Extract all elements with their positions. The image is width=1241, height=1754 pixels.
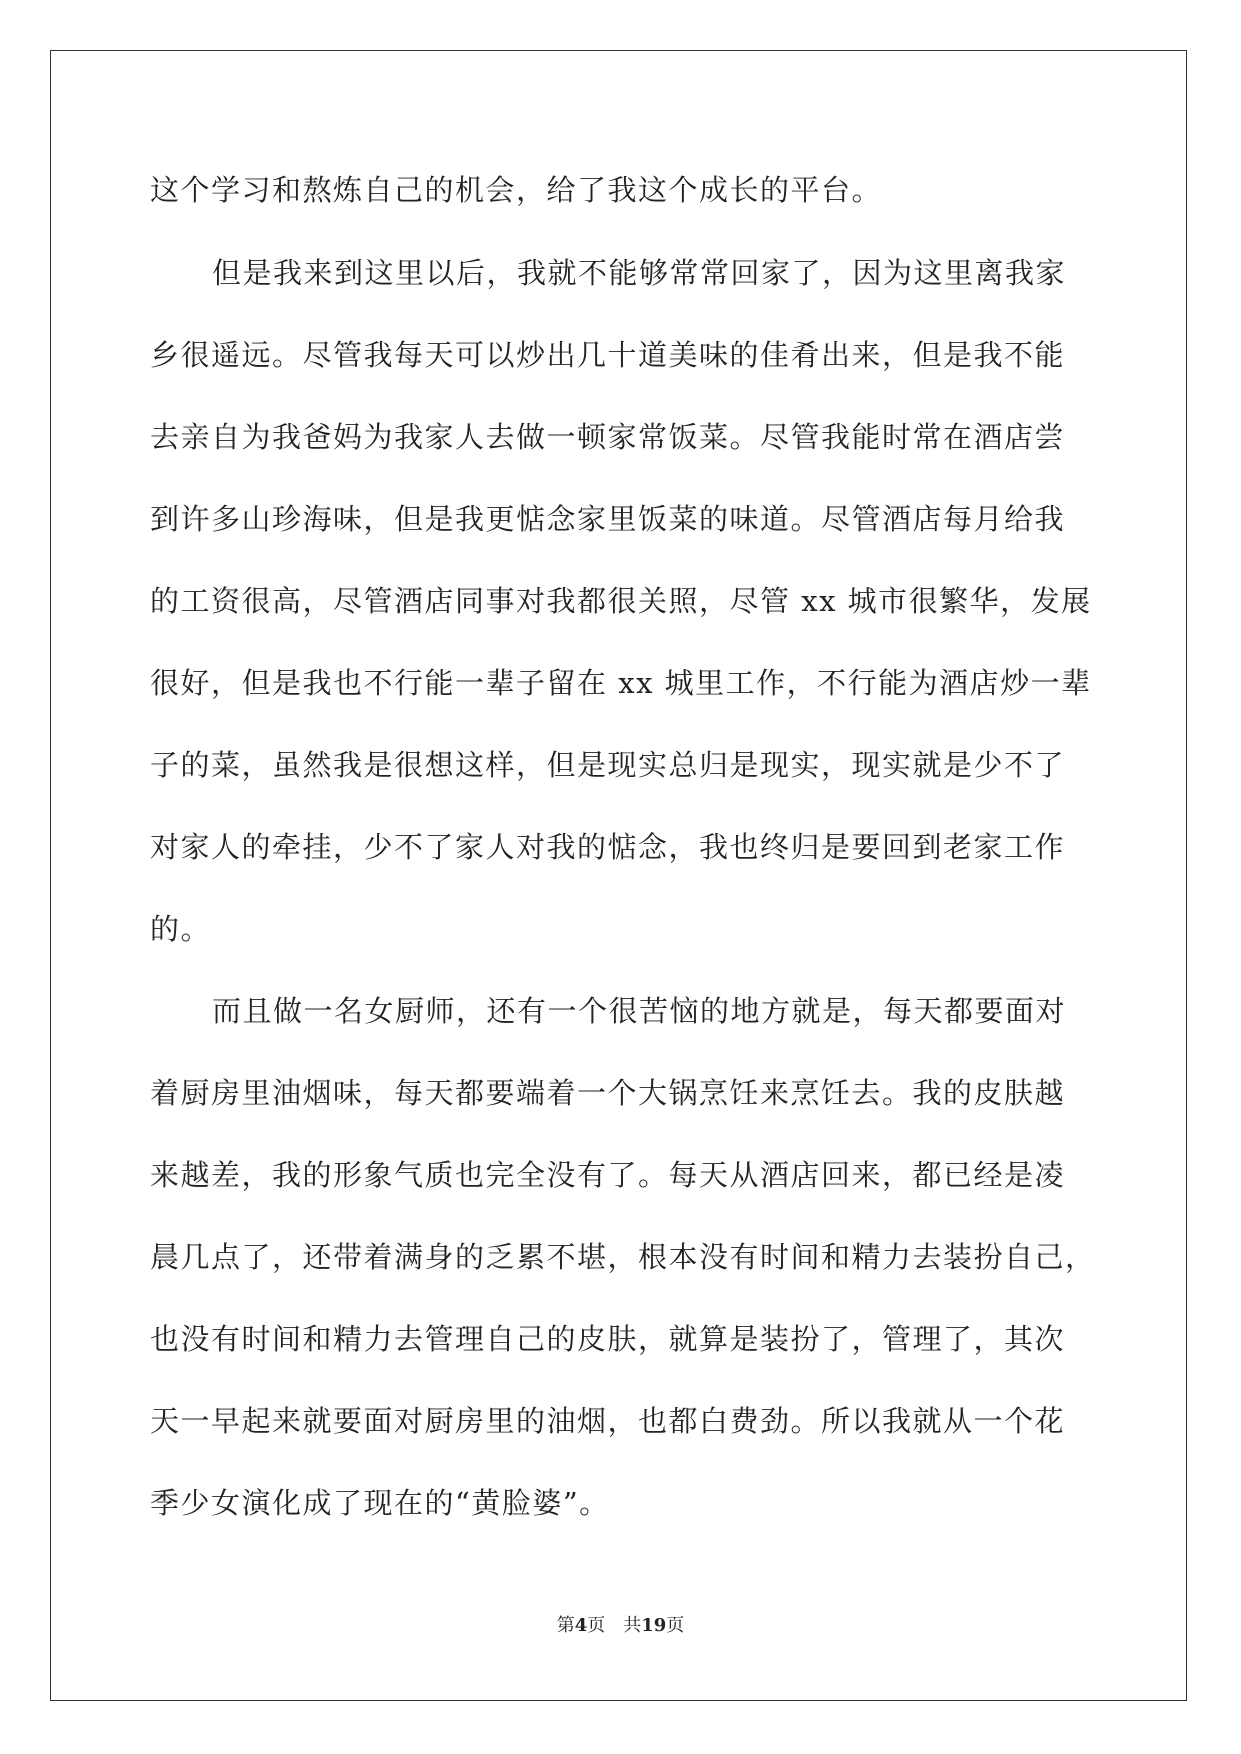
text-line: 季少女演化成了现在的“黄脸婆”。 — [150, 1486, 610, 1520]
text-line: 乡很遥远。尽管我每天可以炒出几十道美味的佳肴出来，但是我不能 — [150, 338, 1066, 372]
text-line: 去亲自为我爸妈为我家人去做一顿家常饭菜。尽管我能时常在酒店尝 — [150, 420, 1066, 454]
text-line: 来越差，我的形象气质也完全没有了。每天从酒店回来，都已经是凌 — [150, 1158, 1066, 1192]
page-prefix: 第 — [556, 1615, 575, 1636]
page-suffix: 页 — [587, 1615, 606, 1636]
page-border — [50, 50, 1187, 1701]
text-line: 晨几点了，还带着满身的乏累不堪，根本没有时间和精力去装扮自己， — [150, 1240, 1096, 1274]
text-line: 子的菜，虽然我是很想这样，但是现实总归是现实，现实就是少不了 — [150, 748, 1066, 782]
total-pages: 19 — [641, 1615, 667, 1636]
text-line: 但是我来到这里以后，我就不能够常常回家了，因为这里离我家 — [212, 256, 1067, 290]
text-line: 到许多山珍海味，但是我更惦念家里饭菜的味道。尽管酒店每月给我 — [150, 502, 1066, 536]
text-line: 的工资很高，尽管酒店同事对我都很关照，尽管 xx 城市很繁华，发展 — [150, 584, 1092, 618]
text-line: 也没有时间和精力去管理自己的皮肤，就算是装扮了，管理了，其次 — [150, 1322, 1066, 1356]
text-line: 对家人的牵挂，少不了家人对我的惦念，我也终归是要回到老家工作 — [150, 830, 1066, 864]
text-line: 着厨房里油烟味，每天都要端着一个大锅烹饪来烹饪去。我的皮肤越 — [150, 1076, 1066, 1110]
total-prefix: 共 — [623, 1615, 642, 1636]
text-line: 天一早起来就要面对厨房里的油烟，也都白费劲。所以我就从一个花 — [150, 1404, 1066, 1438]
text-line: 而且做一名女厨师，还有一个很苦恼的地方就是，每天都要面对 — [212, 994, 1067, 1028]
text-line: 这个学习和熬炼自己的机会，给了我这个成长的平台。 — [150, 173, 883, 207]
text-line: 的。 — [150, 912, 212, 946]
page-number: 4 — [574, 1615, 588, 1636]
page-footer — [0, 1614, 1241, 1638]
text-line: 很好，但是我也不行能一辈子留在 xx 城里工作，不行能为酒店炒一辈 — [150, 666, 1092, 700]
total-suffix: 页 — [666, 1615, 685, 1636]
